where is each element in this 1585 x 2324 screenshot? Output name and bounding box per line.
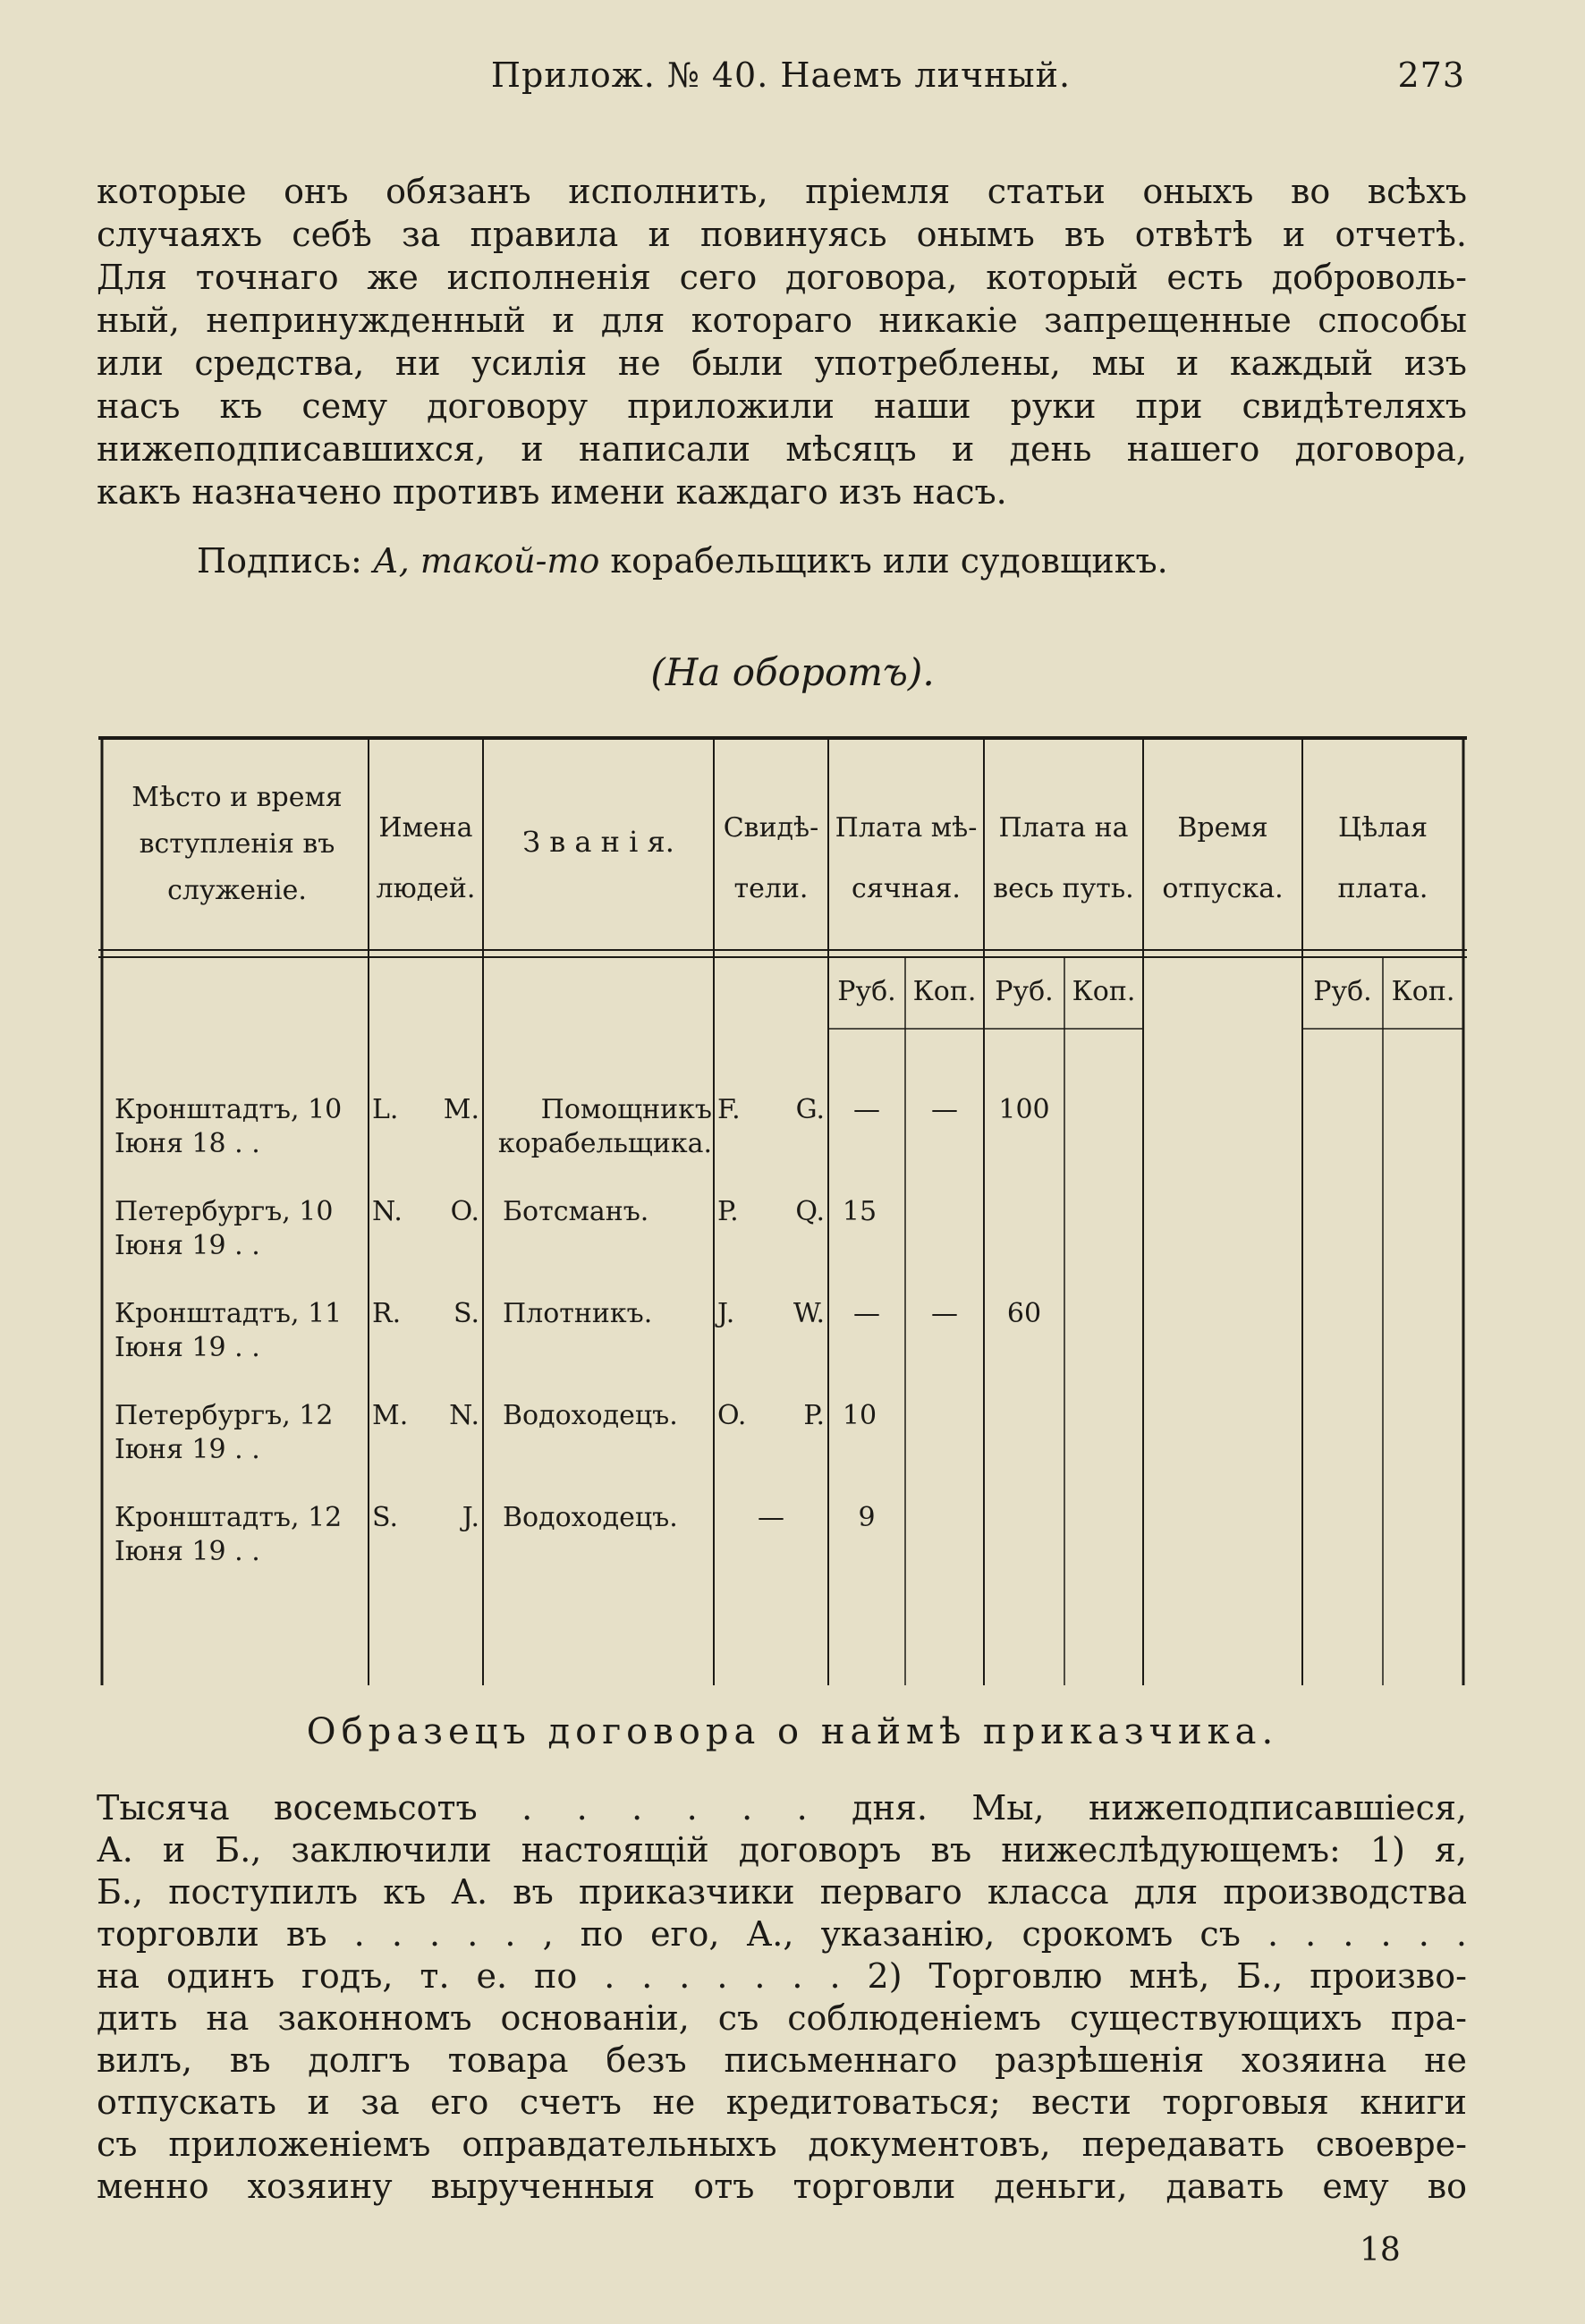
- text-line: Для точнаго же исполненія сего договора, который есть доброволь-: [97, 258, 1467, 297]
- monthly-rub-cell: 9: [858, 1502, 876, 1533]
- place-cell: Кронштадтъ, 11: [114, 1298, 343, 1329]
- subheader-kop: Коп.: [1391, 976, 1455, 1007]
- witness-cell: —: [758, 1502, 784, 1533]
- table-row: [114, 1093, 367, 1161]
- header-witnesses: Свидѣ- тели.: [723, 812, 819, 904]
- text-line: Тысяча восемьсотъ . . . . . . дня. Мы, нижеподписавшіеся,: [97, 1788, 1467, 1828]
- subheader-kop: Коп.: [1072, 976, 1136, 1007]
- witness-cell: P. Q.: [717, 1196, 825, 1227]
- table-row: [114, 1297, 367, 1365]
- running-head: [97, 55, 1465, 109]
- date-cell: Іюня 18 . .: [114, 1128, 260, 1159]
- text-line: съ приложеніемъ оправдательныхъ документовъ, передавать своевре-: [97, 2125, 1467, 2164]
- header-monthly-pay: Плата мѣ- сячная.: [835, 812, 978, 904]
- subheader-rub: Руб.: [995, 976, 1054, 1007]
- text-line: А. и Б., заключили настоящій договоръ въ нижеслѣдующемъ: 1) я,: [97, 1830, 1467, 1870]
- signature-mark: 18: [1360, 2232, 1401, 2269]
- names-cell: S. J.: [372, 1502, 479, 1533]
- text-line: вилъ, въ долгъ товара безъ письменнаго разрѣшенія хозяина не: [97, 2040, 1467, 2080]
- text-line: или средства, ни усилія не были употреблены, мы и каждый изъ: [97, 344, 1467, 383]
- names-cell: M. N.: [372, 1400, 479, 1431]
- verso-label: (На оборотъ).: [650, 650, 935, 694]
- rank-cell: Плотникъ.: [503, 1298, 653, 1329]
- trip-rub-cell: 60: [1006, 1298, 1042, 1329]
- date-cell: Іюня 19 . .: [114, 1230, 260, 1261]
- rank-cell: Помощникъ корабельщика.: [497, 1094, 712, 1159]
- text-line: торговли въ . . . . . , по его, А., указанію, срокомъ съ . . . . . .: [97, 1914, 1467, 1954]
- place-cell: Петербургъ, 12: [114, 1400, 334, 1431]
- place-cell: Петербургъ, 10: [114, 1196, 334, 1227]
- monthly-rub-cell: 10: [842, 1400, 877, 1431]
- monthly-kop-cell: —: [931, 1094, 958, 1125]
- date-cell: Іюня 19 . .: [114, 1536, 260, 1567]
- rank-cell: Ботсманъ.: [503, 1196, 649, 1227]
- header-trip-pay: Плата на весь путь.: [993, 812, 1134, 904]
- section-title: Образецъ договора о наймѣ приказчика.: [306, 1711, 1279, 1752]
- names-cell: N. O.: [372, 1196, 479, 1227]
- header-ranks: З в а н і я.: [522, 825, 674, 859]
- signature-name: А, такой-то: [372, 541, 600, 581]
- header-total-pay: Цѣлая плата.: [1337, 812, 1428, 904]
- header-place-time: Мѣсто и время вступленія въ служеніе.: [131, 782, 343, 906]
- table-row: [114, 1501, 367, 1569]
- date-cell: Іюня 19 . .: [114, 1332, 260, 1363]
- text-line: на одинъ годъ, т. е. по . . . . . . . 2) Торговлю мнѣ, Б., произво-: [97, 1956, 1467, 1996]
- rank-cell: Водоходецъ.: [503, 1502, 678, 1533]
- monthly-rub-cell: —: [853, 1298, 880, 1329]
- signature-suffix: корабельщикъ или судовщикъ.: [599, 541, 1168, 581]
- witness-cell: J. W.: [717, 1298, 825, 1329]
- subheader-rub: Руб.: [1313, 976, 1372, 1007]
- trip-rub-cell: 100: [998, 1094, 1050, 1125]
- signature-line: [197, 541, 1168, 581]
- contract-paragraph-bottom: [97, 1787, 1467, 2208]
- monthly-kop-cell: —: [931, 1298, 958, 1329]
- monthly-rub-cell: 15: [842, 1196, 877, 1227]
- text-line: случаяхъ себѣ за правила и повинуясь онымъ въ отвѣтѣ и отчетѣ.: [97, 215, 1467, 254]
- names-cell: L. M.: [372, 1094, 479, 1125]
- text-line: которые онъ обязанъ исполнить, пріемля статьи оныхъ во всѣхъ: [97, 172, 1467, 211]
- text-line: нижеподписавшихся, и написали мѣсяцъ и день нашего договора,: [97, 429, 1467, 469]
- witness-cell: F. G.: [717, 1094, 825, 1125]
- text-line: менно хозяину вырученныя отъ торговли деньги, давать ему во: [97, 2167, 1467, 2206]
- signature-prefix: Подпись:: [197, 541, 373, 581]
- subheader-rub: Руб.: [837, 976, 896, 1007]
- crew-table: [98, 735, 1467, 1685]
- rank-cell: Водоходецъ.: [503, 1400, 678, 1431]
- table-row: [114, 1195, 367, 1263]
- text-line: насъ къ сему договору приложили наши руки при свидѣтеляхъ: [97, 386, 1467, 426]
- text-line: дить на законномъ основаніи, съ соблюденіемъ существующихъ пра-: [97, 1998, 1467, 2038]
- text-line: какъ назначено противъ имени каждаго изъ насъ.: [97, 472, 1007, 512]
- running-title: Прилож. № 40. Наемъ личный.: [490, 55, 1072, 95]
- date-cell: Іюня 19 . .: [114, 1434, 260, 1465]
- text-line: Б., поступилъ къ А. въ приказчики перваго класса для производства: [97, 1872, 1467, 1912]
- page-number: 273: [1397, 55, 1465, 95]
- monthly-rub-cell: —: [853, 1094, 880, 1125]
- contract-paragraph-top: [97, 170, 1467, 513]
- text-line: ный, непринужденный и для котораго никакіе запрещенные способы: [97, 301, 1467, 340]
- place-cell: Кронштадтъ, 12: [114, 1502, 343, 1533]
- header-leave-time: Время отпуска.: [1162, 812, 1284, 904]
- names-cell: R. S.: [372, 1298, 479, 1329]
- text-line: отпускать и за его счетъ не кредитоваться; вести торговыя книги: [97, 2082, 1467, 2122]
- subheader-kop: Коп.: [912, 976, 977, 1007]
- witness-cell: O. P.: [717, 1400, 825, 1431]
- place-cell: Кронштадтъ, 10: [114, 1094, 343, 1125]
- table-row: [114, 1399, 367, 1467]
- header-names: Имена людей.: [376, 812, 476, 904]
